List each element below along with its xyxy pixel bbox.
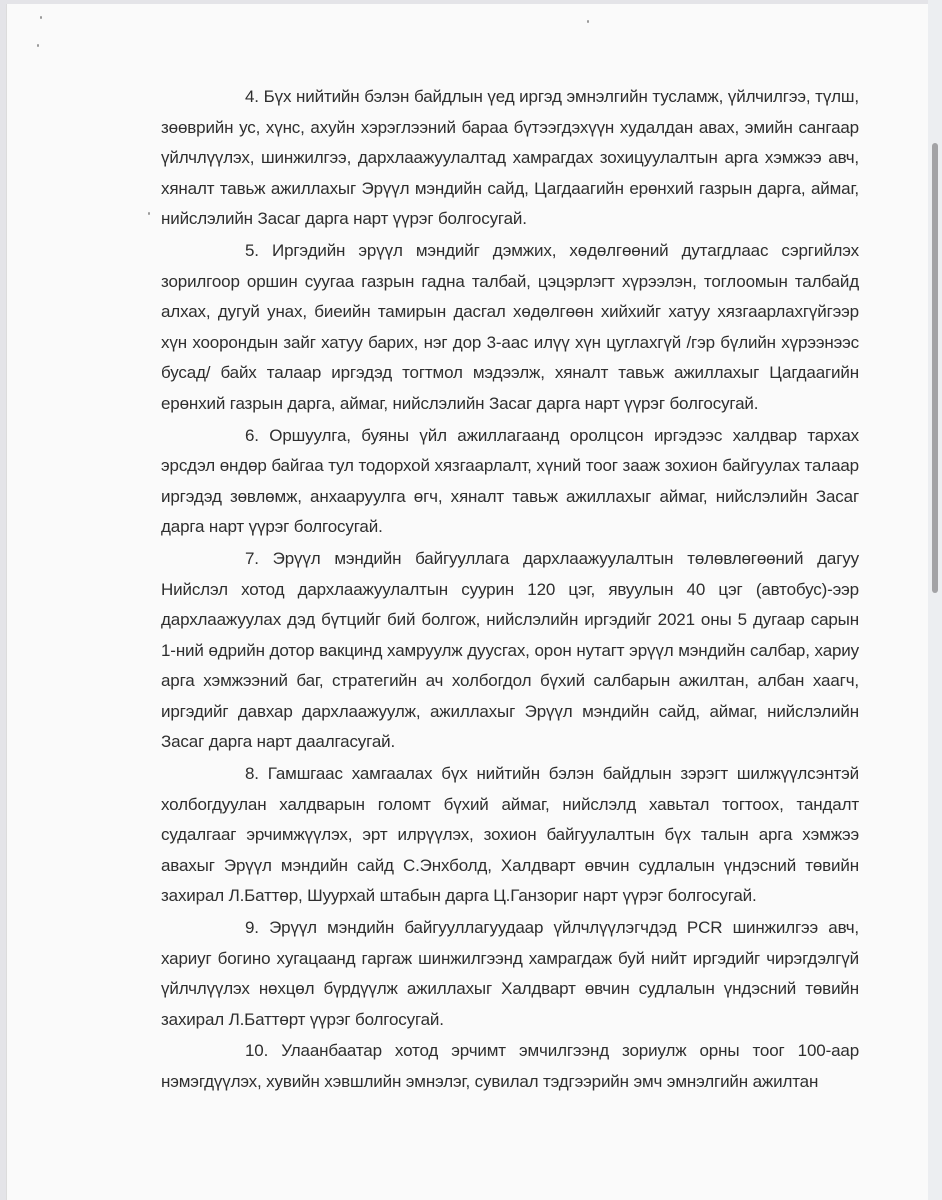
paragraph-9: 9. Эрүүл мэндийн байгууллагуудаар үйлчлүүлэгчдэд PCR шинжилгээ авч, хариуг богино хугацаанд гаргаж шинжилгээнд хамрагдаж буй нийт иргэдийг чирэгдэлгүй үйлчлүүлэх нөхцөл бүрдүүлж ажиллахыг Халдварт өвчин судлалын үндэсний төвийн захирал Л.Баттөрт үүрэг болгосугай. — [161, 918, 859, 1029]
paragraph-6: 6. Оршуулга, буяны үйл ажиллагаанд оролцсон иргэдээс халдвар тархах эрсдэл өндөр байгаа тул тодорхой хязгаарлалт, хүний тоог зааж зохион байгуулах талаар иргэдэд зөвлөмж, анхааруулга өгч, хяналт тавьж ажиллахыг аймаг, нийслэлийн Засаг дарга нарт үүрэг болгосугай. — [161, 425, 859, 537]
scan-speck — [587, 20, 589, 23]
scan-speck — [37, 44, 39, 47]
document-body — [161, 82, 859, 1098]
scan-speck — [40, 16, 42, 19]
scrollbar-thumb[interactable] — [932, 143, 938, 593]
document-viewer — [6, 4, 930, 1200]
paragraph-10: 10. Улаанбаатар хотод эрчимт эмчилгээнд зориулж орны тоог 100-аар нэмэгдүүлэх, хувийн хэвшлийн эмнэлэг, сувилал тэдгээрийн эмч эмнэлгийн ажилтан — [161, 1041, 859, 1091]
paragraph-7: 7. Эрүүл мэндийн байгууллага дархлаажуулалтын төлөвлөгөөний дагуу Нийслэл хотод дархлаажуулалтын суурин 120 цэг, явуулын 40 цэг (автобус)-ээр дархлаажуулах дэд бүтцийг бий болгож, нийслэлийн иргэдийг 2021 оны 5 дугаар сарын 1-ний өдрийн дотор вакцинд хамруулж дуусгах, орон нутагт эрүүл мэндийн салбар, хариу арга хэмжээний баг, стратегийн ач холбогдол бүхий салбарын ажилтан, албан хаагч, иргэдийг давхар дархлаажуулж, ажиллахыг Эрүүл мэндийн сайд, аймаг, нийслэлийн Засаг дарга нарт даалгасугай. — [161, 548, 859, 752]
paragraph-5: 5. Иргэдийн эрүүл мэндийг дэмжих, хөдөлгөөний дутагдлаас сэргийлэх зорилгоор оршин суугаа газрын гадна талбай, цэцэрлэгт хүрээлэн, тоглоомын талбайд алхах, дугуй унах, биеийн тамирын дасгал хөдөлгөөн хийхийг хатуу хязгаарлахгүйгээр хүн хоорондын зайг хатуу барих, нэг дор 3-аас илүү хүн цуглахгүй /гэр бүлийн хүрээнээс бусад/ байх талаар иргэдэд тогтмол мэдээлж, хяналт тавьж ажиллахыг Цагдаагийн ерөнхий газрын дарга, аймаг, нийслэлийн Засаг дарга нарт үүрэг болгосугай. — [161, 240, 859, 413]
paragraph-8: 8. Гамшгаас хамгаалах бүх нийтийн бэлэн байдлын зэрэгт шилжүүлсэнтэй холбогдуулан халдварын голомт бүхий аймаг, нийслэлд хавьтал тогтоох, тандалт судалгааг эрчимжүүлэх, эрт илрүүлэх, зохион байгуулалтын бүх талын арга хэмжээ авахыг Эрүүл мэндийн сайд С.Энхболд, Халдварт өвчин судлалын үндэсний төвийн захирал Л.Баттөр, Шуурхай штабын дарга Ц.Ганзориг нарт үүрэг болгосугай. — [161, 764, 859, 906]
vertical-scrollbar[interactable] — [928, 0, 942, 1200]
paragraph-4: 4. Бүх нийтийн бэлэн байдлын үед иргэд эмнэлгийн тусламж, үйлчилгээ, түлш, зөөврийн ус, хүнс, ахуйн хэрэглээний бараа бүтээгдэхүүн худалдан авах, эмийн сангаар үйлчлүүлэх, шинжилгээ, дархлаажуулалтад хамрагдах зохицуулалтын арга хэмжээ авч, хяналт тавьж ажиллахыг Эрүүл мэндийн сайд, Цагдаагийн ерөнхий газрын дарга, аймаг, нийслэлийн Засаг дарга нарт үүрэг болгосугай. — [161, 87, 859, 229]
scan-speck — [148, 212, 150, 215]
